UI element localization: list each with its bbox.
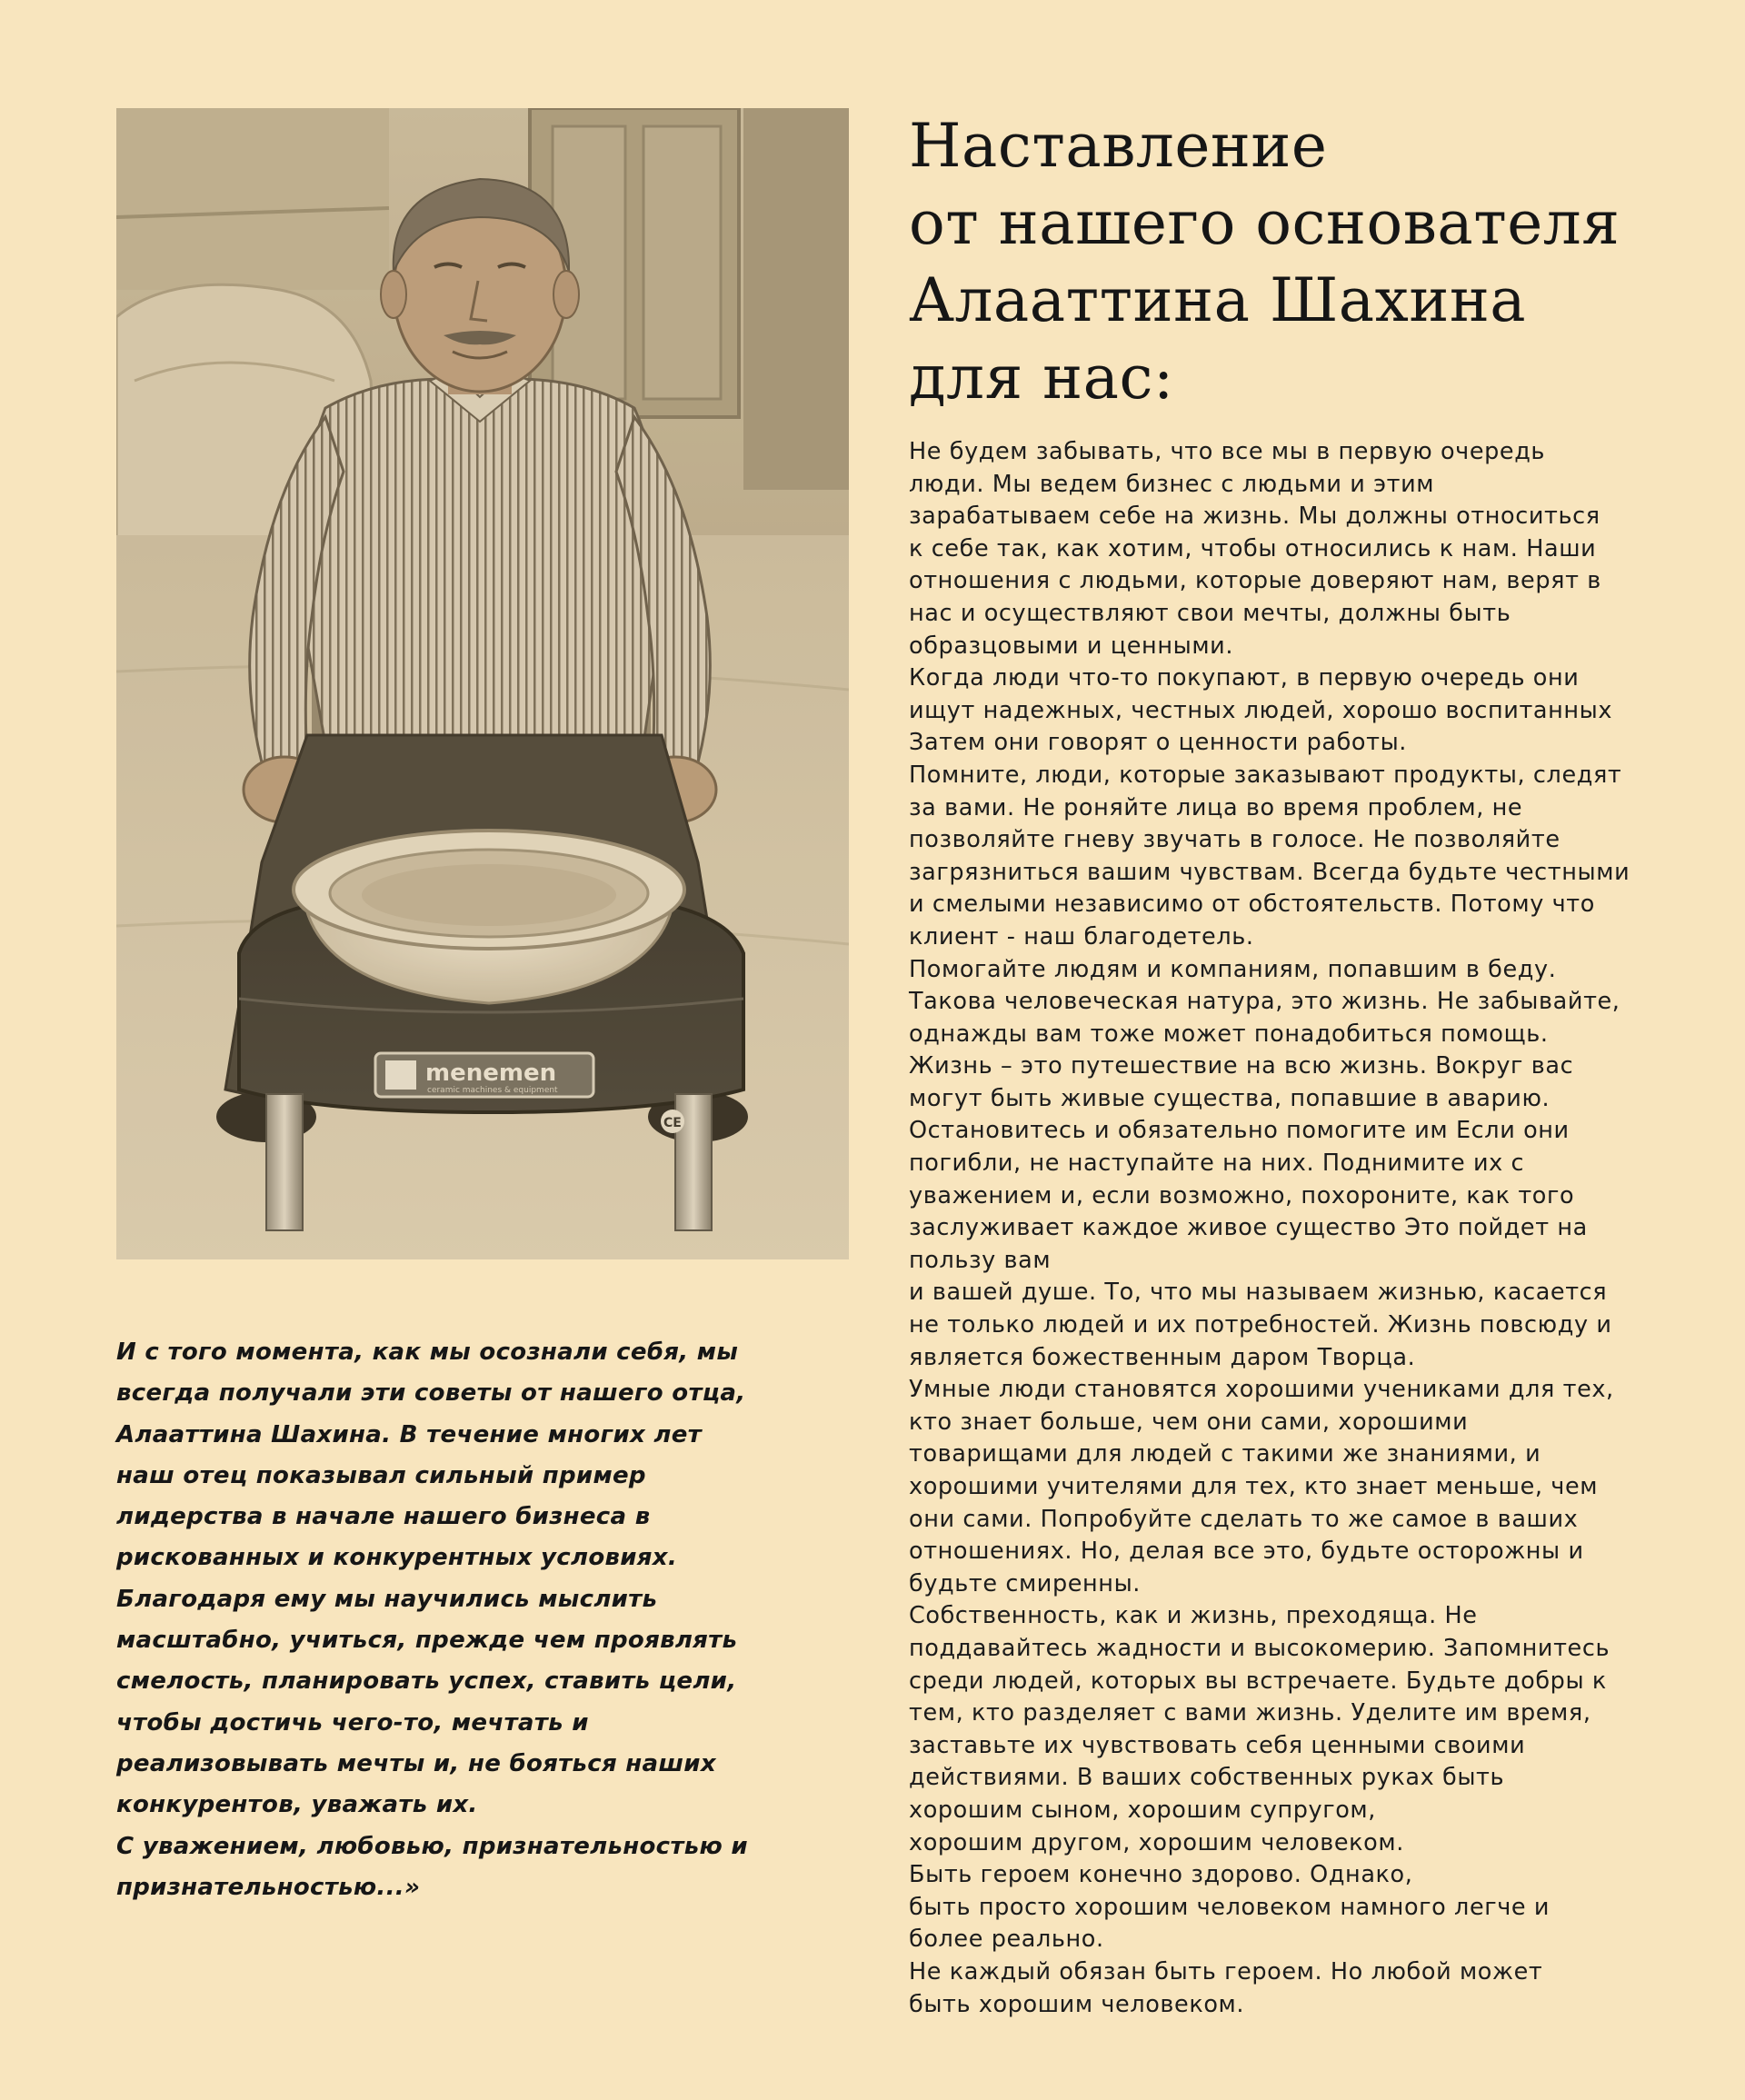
title-line: Алааттина Шахина [909, 265, 1527, 335]
paragraph-line: более реально. [909, 1926, 1104, 1954]
paragraph-line: и вашей душе. То, что мы называем жизнью, касается [909, 1279, 1608, 1307]
paragraph-line: Когда люди что-то покупают, в первую очередь они [909, 664, 1580, 692]
paragraph-line: могут быть живые существа, попавшие в аварию. [909, 1084, 1551, 1112]
quote-line: Алааттина Шахина. В течение многих лет [116, 1420, 703, 1448]
paragraph-line: Умные люди становятся хорошими учениками для тех, [909, 1376, 1614, 1404]
paragraph-line: заслуживает каждое живое существо Это пойдет на [909, 1214, 1588, 1242]
paragraph-line: погибли, не наступайте на них. Поднимите их с [909, 1150, 1525, 1178]
title-line: для нас: [909, 343, 1174, 413]
quote-line: С уважением, любовью, признательностью и [116, 1832, 748, 1860]
paragraph-line: люди. Мы ведем бизнес с людьми и этим [909, 470, 1435, 498]
title-line: Наставление [909, 111, 1328, 181]
paragraph-line: среди людей, которых вы встречаете. Будьте добры к [909, 1667, 1607, 1695]
paragraph-line: они сами. Попробуйте сделать то же самое в ваших [909, 1505, 1579, 1533]
paragraph-line: хорошим сыном, хорошим супругом, [909, 1796, 1376, 1824]
paragraph-line: действиями. В ваших собственных руках быть [909, 1764, 1505, 1792]
family-quote [116, 1332, 862, 1908]
paragraph-line: пользу вам [909, 1246, 1052, 1274]
paragraph-line: клиент - наш благодетель. [909, 922, 1254, 950]
title-line: от нашего основателя [909, 188, 1620, 258]
quote-line: лидерства в начале нашего бизнеса в [116, 1503, 651, 1531]
paragraph-line: Такова человеческая натура, это жизнь. Не забывайте, [909, 988, 1620, 1016]
page-title [909, 107, 1727, 416]
paragraph-line: однажды вам тоже может понадобиться помощь. [909, 1020, 1549, 1048]
paragraph-line: является божественным даром Творца. [909, 1343, 1416, 1371]
paragraph-line: ищут надежных, честных людей, хорошо воспитанных [909, 696, 1613, 724]
paragraph-line: Быть героем конечно здорово. Однако, [909, 1861, 1413, 1889]
paragraph-line: заставьте их чувствовать себя ценными своими [909, 1731, 1526, 1759]
paragraph-line: быть хорошим человеком. [909, 1990, 1245, 2018]
paragraph-line: Собственность, как и жизнь, преходяща. Не [909, 1602, 1478, 1630]
paragraph-line: тем, кто разделяет с вами жизнь. Уделите им время, [909, 1699, 1591, 1727]
paragraph-line: и смелыми независимо от обстоятельств. Потому что [909, 891, 1595, 919]
quote-line: всегда получали эти советы от нашего отца, [116, 1379, 746, 1408]
paragraph-line: зарабатываем себе на жизнь. Мы должны относиться [909, 503, 1600, 531]
quote-line: чтобы достичь чего-то, мечтать и [116, 1708, 589, 1737]
paragraph-line: быть просто хорошим человеком намного легче и [909, 1893, 1551, 1921]
quote-line: рискованных и конкурентных условиях. [116, 1544, 678, 1572]
machine-logo-subtext: ceramic machines & equipment [427, 1086, 558, 1095]
quote-line: конкурентов, уважать их. [116, 1791, 478, 1819]
quote-line: признательностью...» [116, 1873, 421, 1901]
paragraph-line: позволяйте гневу звучать в голосе. Не позволяйте [909, 826, 1561, 854]
paragraph-line: отношения с людьми, которые доверяют нам, верят в [909, 567, 1601, 595]
paragraph-line: отношениях. Но, делая все это, будьте осторожны и [909, 1538, 1584, 1566]
paragraph-line: образцовыми и ценными. [909, 632, 1234, 660]
paragraph-line: будьте смиренны. [909, 1569, 1142, 1597]
quote-line: масштабно, учиться, прежде чем проявлять [116, 1627, 738, 1655]
ce-mark: CE [663, 1116, 682, 1130]
paragraph-line: Не будем забывать, что все мы в первую очередь [909, 438, 1546, 465]
paragraph-line: уважением и, если возможно, похороните, как того [909, 1181, 1575, 1209]
quote-line: И с того момента, как мы осознали себя, мы [116, 1339, 739, 1366]
paragraph-line: к себе так, как хотим, чтобы относились к нам. Наши [909, 534, 1597, 562]
paragraph-line: Помогайте людям и компаниям, попавшим в беду. [909, 955, 1557, 983]
paragraph-line: Не каждый обязан быть героем. Но любой может [909, 1957, 1543, 1986]
paragraph-line: хорошими учителями для тех, кто знает меньше, чем [909, 1473, 1599, 1500]
quote-line: Благодаря ему мы научились мыслить [116, 1585, 658, 1613]
paragraph-line: Остановитесь и обязательно помогите им Если они [909, 1117, 1570, 1145]
paragraph-line: за вами. Не роняйте лица во время проблем, не [909, 793, 1523, 821]
founder-advice-text [909, 436, 1727, 2021]
paragraph-line: поддавайтесь жадности и высокомерию. Запомнитесь [909, 1634, 1610, 1662]
paragraph-line: Затем они говорят о ценности работы. [909, 729, 1408, 757]
paragraph-line: не только людей и их потребностей. Жизнь повсюду и [909, 1311, 1612, 1339]
paragraph-line: Помните, люди, которые заказывают продукты, следят [909, 761, 1622, 789]
paragraph-line: хорошим другом, хорошим человеком. [909, 1828, 1404, 1856]
founder-photo [116, 108, 849, 1259]
machine-logo-text: menemen [425, 1060, 557, 1087]
quote-line: наш отец показывал сильный пример [116, 1461, 646, 1489]
paragraph-line: кто знает больше, чем они сами, хорошими [909, 1408, 1469, 1436]
paragraph-line: Жизнь – это путешествие на всю жизнь. Вокруг вас [909, 1052, 1574, 1080]
quote-line: реализовывать мечты и, не бояться наших [116, 1749, 716, 1777]
paragraph-line: нас и осуществляют свои мечты, должны быть [909, 599, 1511, 627]
paragraph-line: загрязниться вашим чувствам. Всегда будьте честными [909, 858, 1630, 886]
quote-line: смелость, планировать успех, ставить цели, [116, 1667, 737, 1696]
paragraph-line: товарищами для людей с такими же знаниями, и [909, 1440, 1541, 1468]
